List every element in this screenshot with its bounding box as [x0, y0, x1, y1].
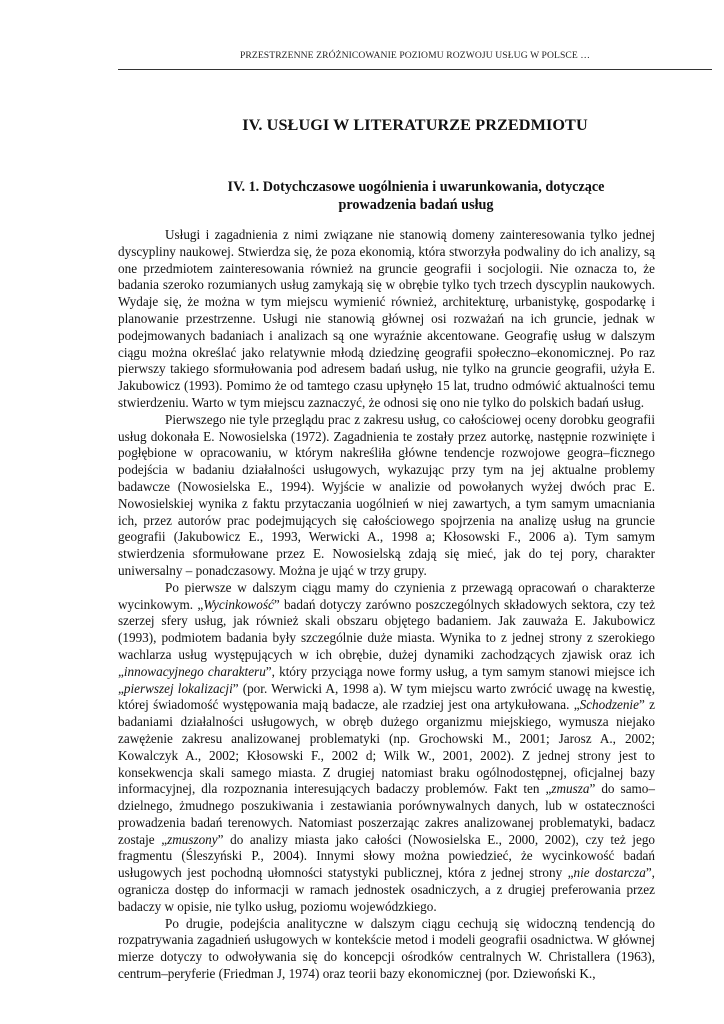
text-run: ”, ogranicza dostęp do informacji w ramach jednostek osadniczych, a z drugiej preferowania przez badaczy w opisie, nie tylko usług, poziomu wojewódzkiego. [118, 865, 655, 914]
text-run: ” do analizy miasta jako całości (Nowosielska E., 2000, 2002), czy też jego fragmentu (Śleszyński P., 2004). Innymi słowy można powiedzieć, że wycinkowość badań usługowych jest pochodną ułomności statystyki publicznej, która z jednej strony „ [118, 831, 656, 881]
text-run: ” badań dotyczy zarówno poszczególnych składowych sektora, czy też szerzej sfery usług, jak również skali obszaru objętego badaniem. Jak zauważa E. Jakubowicz (1993), podmiotem badania były szczególnie duże miasta. Wynika to z jednej strony z szerokiego wachlarza usług występujących w ich obrębie, dużej dynamiki zachodzących zjawisk oraz ich „ [118, 596, 655, 679]
section-title-line-2: prowadzenia badań usług [338, 197, 494, 213]
italic-term: nie dostarcza [573, 865, 646, 881]
text-run: ” (por. Werwicki A, 1998 a). W tym miejscu warto zwrócić uwagę na kwestię, której świadomość występowania mają badacze, ale rzadziej jest ona artykułowana. „ [118, 680, 655, 713]
text-run: ” z badaniami działalności usługowych, w obręb dużego organizmu miejskiego, wymusza niejako zawężenie zakresu analizowanej problematyki (np. Grochowski M., 2001; Jarosz A., 2002; Kowalczyk A., 2002; Kłosowski F., 2002 d; Wilk W., 2001, 2002). Z jednej strony jest to konsekwencja skali samego miasta. Z drugiej natomiast braku ogólnodostępnej, oficjalnej bazy informacyjnej, dla rozpoznania interesujących badaczy problemów. Fakt ten „ [118, 697, 655, 797]
text-run: ” do samo–dzielnego, żmudnego poszukiwania i zestawiania porównywalnych danych, lub w ostateczności prowadzenia badań terenowych. Natomiast poszerzając zakres analizowanej problematyki, badacz zostaje „ [118, 781, 655, 847]
italic-term: Schodzenie [579, 697, 639, 713]
paragraph [118, 412, 655, 580]
text-run: Po pierwsze w dalszym ciągu mamy do czynienia z przewagą opracowań o charakterze wycinkowym. „ [118, 579, 655, 612]
body-text [118, 227, 655, 983]
italic-term: pierwszej lokalizacji [123, 680, 233, 696]
italic-term: innowacyjnego charakteru [123, 663, 266, 679]
header-rule [118, 69, 712, 70]
text-run: Usługi i zagadnienia z nimi związane nie stanowią domeny zainteresowania tylko jednej dyscypliny naukowej. Stwierdza się, że poza ekonomią, która stworzyła podwaliny do ich analizy, są one przedmiotem zainteresowania również na gruncie geografii i socjologii. Nie oznacza to, że badania szeroko rozumianych usług zamykają się w obrębie tylko tych trzech dyscyplin naukowych. Wydaje się, że można w tym miejscu wymienić również, architekturę, urbanistykę, gospodarkę i planowanie przestrzenne. Usługi nie stanowią głównej osi rozważań na ich gruncie, jednak w podejmowanych badaniach i analizach są one wyraźnie akcentowane. Geografię usług w dalszym ciągu można określać jako relatywnie młodą dziedzinę geografii społeczno–ekonomicznej. Po raz pierwszy takiego sformułowania pod adresem badań usług, nie tylko na gruncie geografii, użyła E. Jakubowicz (1993). Pomimo że od tamtego czasu upłynęło 15 lat, trudno odmówić aktualności temu stwierdzeniu. Warto w tym miejscu zaznaczyć, że odnosi się ono nie tylko do polskich badań usług. [118, 227, 655, 410]
paragraph [118, 916, 655, 983]
text-run: Pierwszego nie tyle przeglądu prac z zakresu usług, co całościowej oceny dorobku geografii usług dokonała E. Nowosielska (1972). Zagadnienia te zostały przez autorkę, następnie rozwinięte i pogłębione w opracowaniu, w którym nakreśliła główne tendencje rozwojowe geogra–ficznego podejścia w badaniu działalności usługowych, wykazując przy tym na jej aktualne problemy badawcze (Nowosielska E., 1994). Wyjście w analizie od powołanych wyżej dwóch prac E. Nowosielskiej wynika z faktu przytaczania uogólnień w niej zawartych, a tym samym umacniania ich, przez autorów prac podejmujących się całościowego spojrzenia na analizę usług na gruncie geografii (Jakubowicz E., 1993, Werwicki A., 1998 a; Kłosowski F., 2006 a). Tym samym stwierdzenia sformułowane przez E. Nowosielską zdają się mieć, jak do tej pory, charakter uniwersalny – ponadczasowy. Można je ująć w trzy grupy. [118, 411, 655, 578]
chapter-title: IV. USŁUGI W LITERATURZE PRZEDMIOTU [242, 116, 588, 134]
italic-term: zmusza [551, 781, 590, 797]
section-title [150, 178, 682, 214]
running-header: PRZESTRZENNE ZRÓŻNICOWANIE POZIOMU ROZWOJU USŁUG W POLSCE … [239, 50, 591, 61]
italic-term: zmuszony [167, 831, 218, 847]
text-run: ”, który przyciąga nowe formy usług, a tym samym stanowi miejsce ich „ [118, 663, 656, 696]
section-title-line-1: IV. 1. Dotychczasowe uogólnienia i uwarunkowania, dotyczące [227, 179, 605, 195]
paragraph [118, 227, 655, 412]
italic-term: Wycinkowość [203, 596, 274, 612]
text-run: Po drugie, podejścia analityczne w dalszym ciągu cechują się widoczną tendencją do rozpatrywania zagadnień usługowych w kontekście metod i modeli geografii osadnictwa. W głównej mierze dotyczy to odwoływania się do koncepcji ośrodków centralnych W. Christallera (1963), centrum–peryferie (Friedman J, 1974) oraz teorii bazy ekonomicznej (por. Dziewoński K., [118, 915, 655, 982]
paragraph [118, 580, 655, 916]
